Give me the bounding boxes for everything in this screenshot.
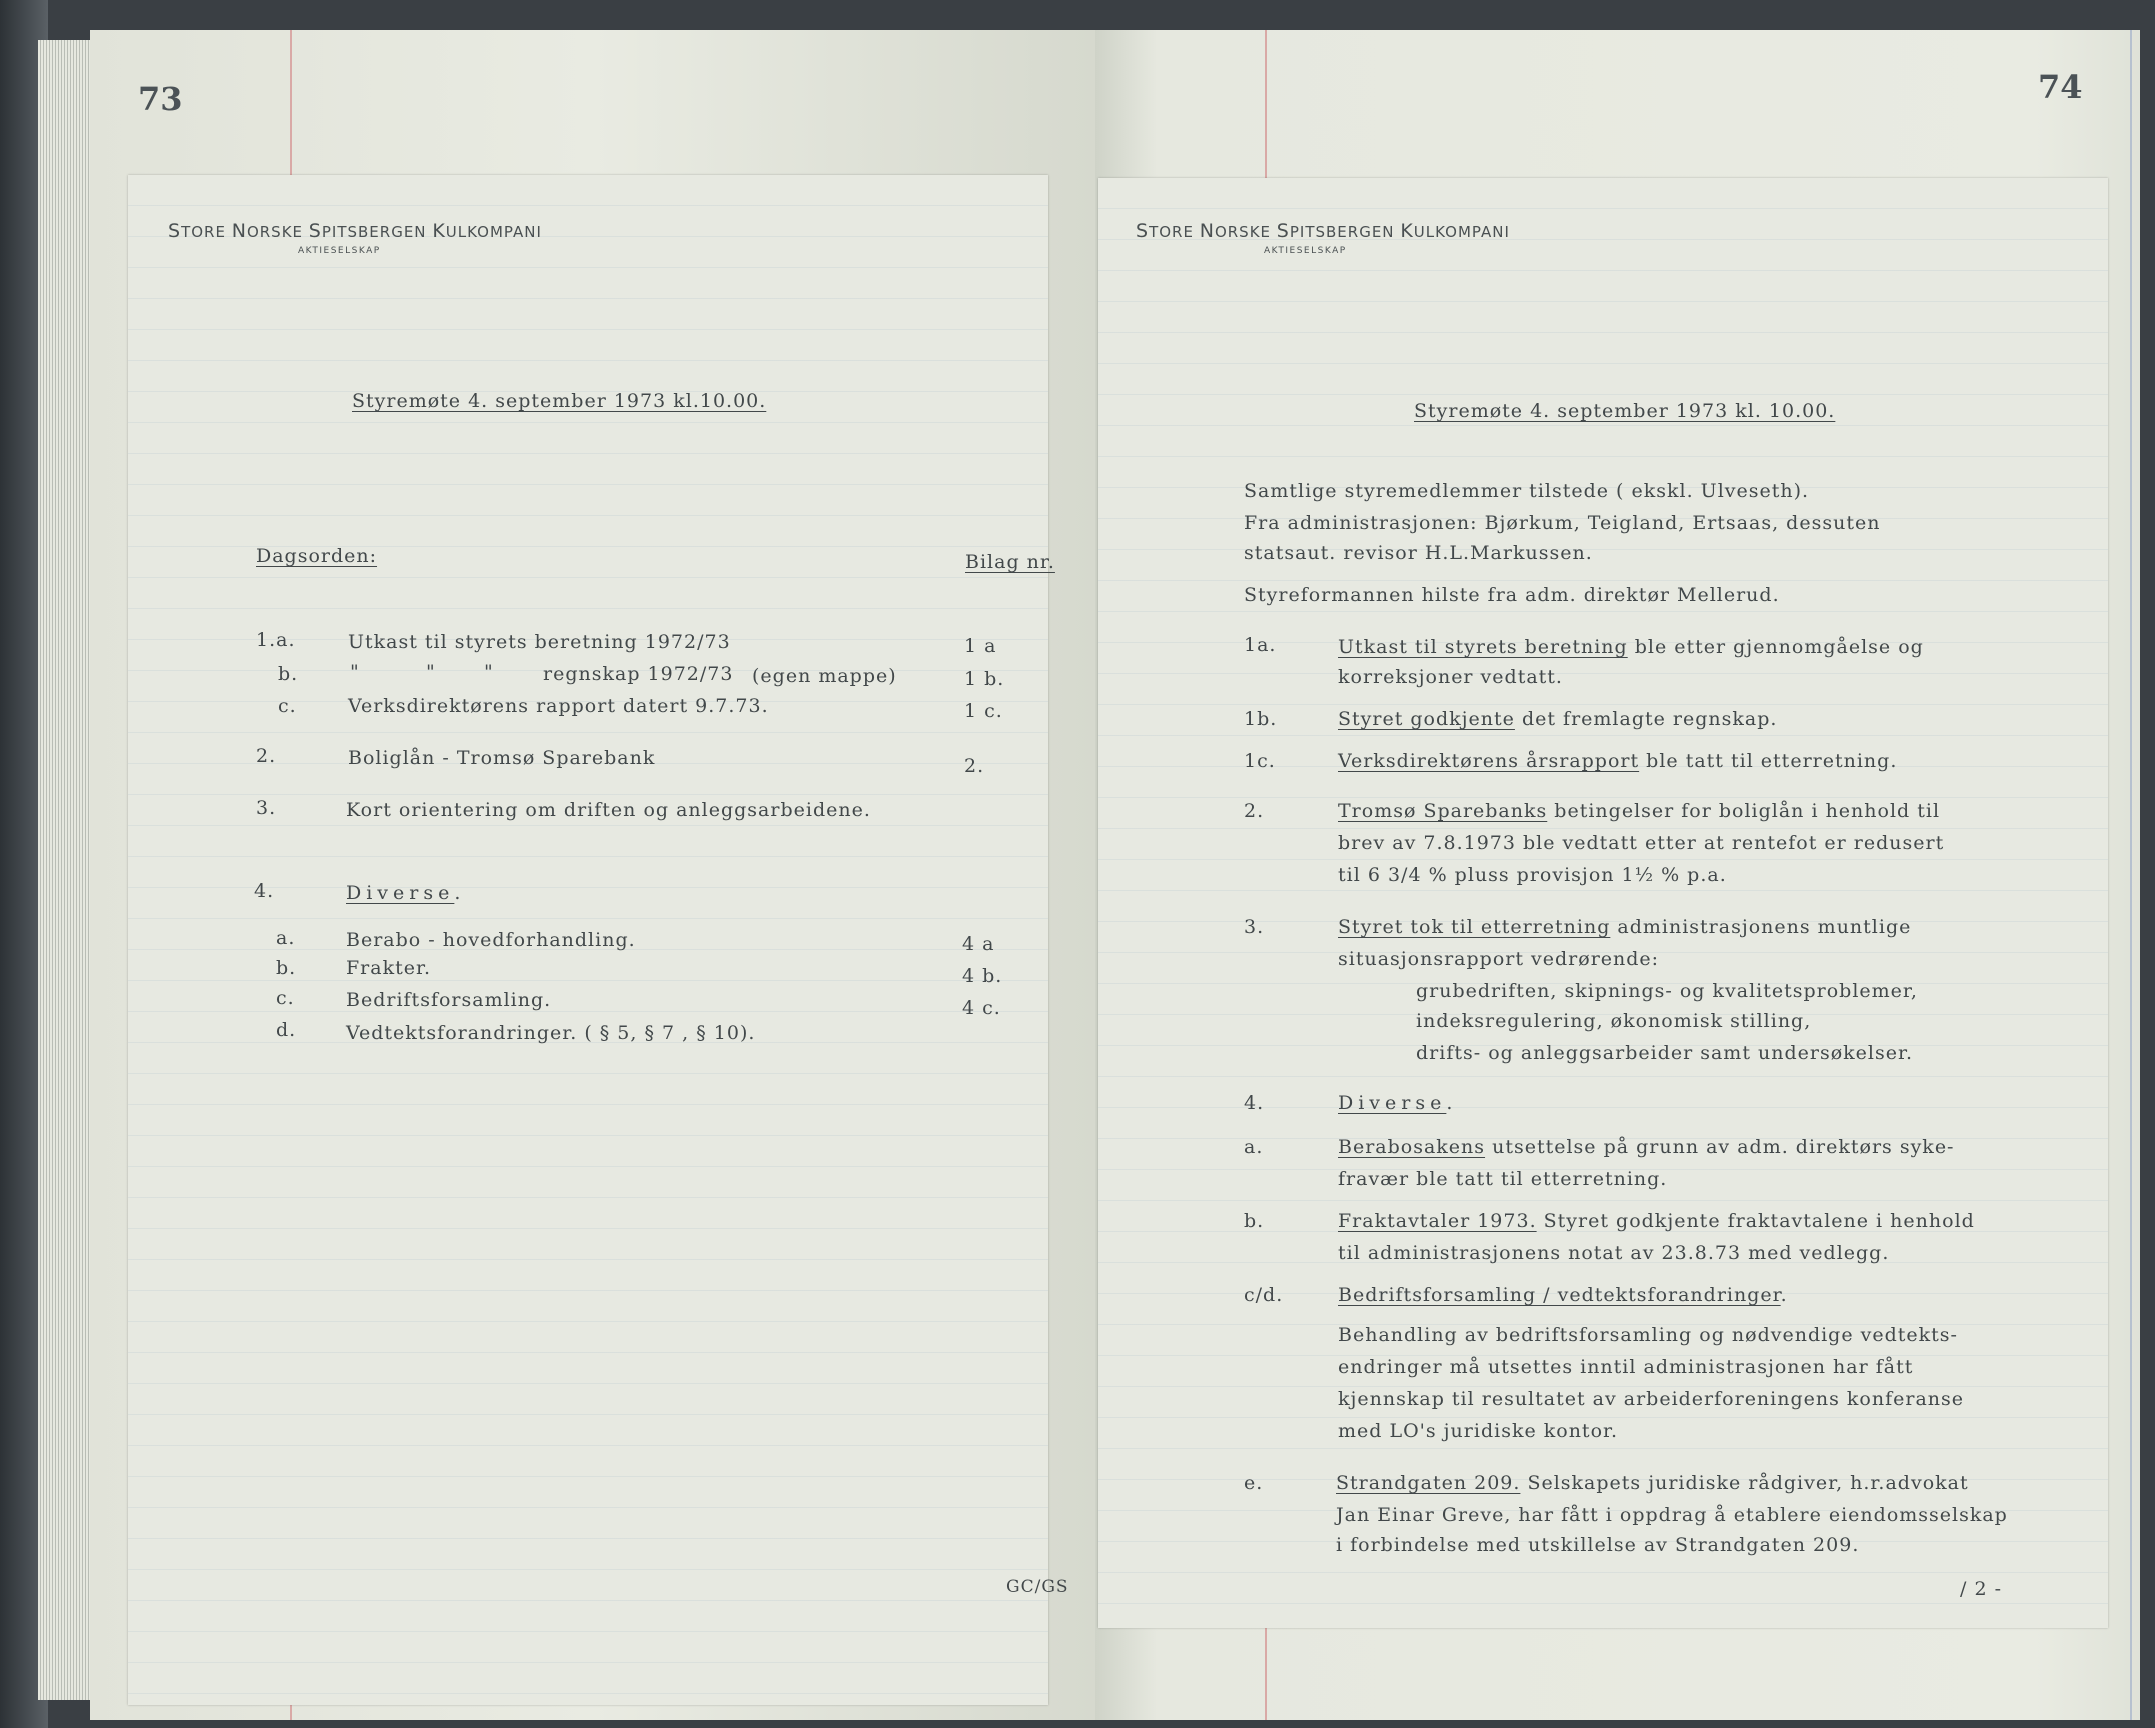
agenda-item-number: 4.: [254, 880, 275, 902]
minutes-item-text: til 6 3/4 % pluss provisjon 1½ % p.a.: [1338, 864, 1727, 886]
agenda-item-text: Verksdirektørens rapport datert 9.7.73.: [348, 695, 769, 717]
minutes-item-text: fravær ble tatt til etterretning.: [1338, 1168, 1668, 1190]
ditto-mark: ": [426, 661, 436, 683]
agenda-item-number: 3.: [256, 797, 277, 819]
minutes-item-text: Verksdirektørens årsrapport ble tatt til etterretning.: [1338, 750, 1898, 772]
minutes-item-number: a.: [1244, 1136, 1264, 1158]
minutes-item-text: Bedriftsforsamling / vedtektsforandringer.: [1338, 1284, 1788, 1306]
letterhead: [168, 220, 542, 256]
agenda-item-text: Utkast til styrets beretning 1972/73: [348, 631, 731, 653]
minutes-paragraph-line: Behandling av bedriftsforsamling og nødvendige vedtekts-: [1338, 1324, 1958, 1346]
minutes-item-number: 1a.: [1244, 634, 1277, 656]
minutes-item-text: Styret godkjente det fremlagte regnskap.: [1338, 708, 1778, 730]
company-name: STORE NORSKE SPITSBERGEN KULKOMPANI: [1136, 220, 1510, 242]
agenda-item-text: Vedtektsforandringer. ( § 5, § 7 , § 10).: [346, 1022, 756, 1044]
minutes-item-text: Berabosakens utsettelse på grunn av adm. direktørs syke-: [1338, 1136, 1955, 1158]
agenda-item-number: b.: [276, 957, 297, 979]
minutes-item-text: i forbindelse med utskillelse av Strandgaten 209.: [1336, 1534, 1860, 1556]
minutes-item-text: Diverse.: [1338, 1092, 1458, 1114]
ditto-mark: ": [350, 661, 360, 683]
minutes-sheet-left: [128, 175, 1069, 1705]
minutes-item-number: 2.: [1244, 800, 1265, 822]
meeting-title: Styremøte 4. september 1973 kl.10.00.: [352, 390, 767, 412]
continuation-mark: / 2 -: [1960, 1578, 2002, 1600]
minutes-item-number: 3.: [1244, 916, 1265, 938]
minutes-sheet-right: [1098, 178, 2108, 1628]
agenda-item-text: Bedriftsforsamling.: [346, 989, 552, 1011]
minutes-item-number: e.: [1244, 1472, 1264, 1494]
minutes-item-number: b.: [1244, 1210, 1265, 1232]
minutes-item-text: Fraktavtaler 1973. Styret godkjente fraktavtalene i henhold: [1338, 1210, 1975, 1232]
agenda-item-number: b.: [278, 663, 299, 685]
agenda-item-number: a.: [276, 927, 296, 949]
agenda-item-number: c.: [276, 987, 295, 1009]
agenda-heading: Dagsorden:: [256, 545, 378, 567]
agenda-item-bilag: 4 c.: [962, 997, 1001, 1019]
minutes-sub-line: drifts- og anleggsarbeider samt undersøkelser.: [1416, 1042, 1914, 1064]
agenda-item-bilag: 4 a: [962, 933, 995, 955]
minutes-paragraph-line: med LO's juridiske kontor.: [1338, 1420, 1619, 1442]
meeting-title: Styremøte 4. september 1973 kl. 10.00.: [1414, 400, 1836, 422]
agenda-item-text: Frakter.: [346, 957, 432, 979]
minutes-item-number: 4.: [1244, 1092, 1265, 1114]
company-name: STORE NORSKE SPITSBERGEN KULKOMPANI: [168, 220, 542, 242]
agenda-item-text: Diverse.: [346, 882, 466, 904]
agenda-item-text: Boliglån - Tromsø Sparebank: [348, 747, 656, 769]
minutes-paragraph-line: endringer må utsettes inntil administrasjonen har fått: [1338, 1356, 1914, 1378]
agenda-item-bilag: 4 b.: [962, 965, 1003, 987]
minutes-sub-line: grubedriften, skipnings- og kvalitetsproblemer,: [1416, 980, 1918, 1002]
page-number-right: 74: [2038, 68, 2083, 106]
agenda-item-bilag: 2.: [964, 755, 985, 777]
agenda-item-number: 1.a.: [256, 629, 296, 651]
minutes-item-text: korreksjoner vedtatt.: [1338, 666, 1563, 688]
minutes-item-text: Utkast til styrets beretning ble etter gjennomgåelse og: [1338, 636, 1924, 658]
minutes-item-text: brev av 7.8.1973 ble vedtatt etter at rentefot er redusert: [1338, 832, 1945, 854]
margin-line-right: [2130, 30, 2132, 1720]
company-subtitle: AKTIESELSKAP: [298, 246, 381, 256]
agenda-item-number: 2.: [256, 745, 277, 767]
letterhead: [1136, 220, 1510, 256]
minutes-sub-line: indeksregulering, økonomisk stilling,: [1416, 1010, 1812, 1032]
page-number-left: 73: [138, 80, 183, 118]
minutes-item-text: Jan Einar Greve, har fått i oppdrag å etablere eiendomsselskap: [1336, 1504, 2008, 1526]
attachment-heading: Bilag nr.: [965, 551, 1055, 573]
initials: GC/GS: [1006, 1577, 1069, 1597]
minutes-paragraph-line: kjennskap til resultatet av arbeiderforeningens konferanse: [1338, 1388, 1965, 1410]
agenda-item-number: d.: [276, 1019, 297, 1041]
minutes-item-text: situasjonsrapport vedrørende:: [1338, 948, 1660, 970]
minutes-item-number: 1b.: [1244, 708, 1278, 730]
intro-line: Fra administrasjonen: Bjørkum, Teigland, Ertsaas, dessuten: [1244, 512, 1881, 534]
agenda-item-bilag: 1 b.: [964, 668, 1005, 690]
agenda-item-text: Berabo - hovedforhandling.: [346, 929, 636, 951]
intro-line: Styreformannen hilste fra adm. direktør Mellerud.: [1244, 584, 1780, 606]
intro-line: Samtlige styremedlemmer tilstede ( ekskl. Ulveseth).: [1244, 480, 1810, 502]
minutes-item-number: c/d.: [1244, 1284, 1284, 1306]
ditto-mark: ": [484, 661, 494, 683]
minutes-item-text: Strandgaten 209. Selskapets juridiske rådgiver, h.r.advokat: [1336, 1472, 1969, 1494]
agenda-item-text: regnskap 1972/73: [543, 663, 734, 685]
minutes-item-number: 1c.: [1244, 750, 1276, 772]
agenda-item-note: (egen mappe): [752, 665, 897, 687]
minutes-item-text: til administrasjonens notat av 23.8.73 med vedlegg.: [1338, 1242, 1890, 1264]
minutes-item-text: Styret tok til etterretning administrasjonens muntlige: [1338, 916, 1912, 938]
agenda-item-number: c.: [278, 695, 297, 717]
agenda-item-text: Kort orientering om driften og anleggsarbeidene.: [346, 799, 871, 821]
intro-line: statsaut. revisor H.L.Markussen.: [1244, 542, 1593, 564]
minutes-item-text: Tromsø Sparebanks betingelser for boliglån i henhold til: [1338, 800, 1941, 822]
company-subtitle: AKTIESELSKAP: [1264, 246, 1347, 256]
agenda-item-bilag: 1 a: [964, 635, 997, 657]
agenda-item-bilag: 1 c.: [964, 700, 1003, 722]
